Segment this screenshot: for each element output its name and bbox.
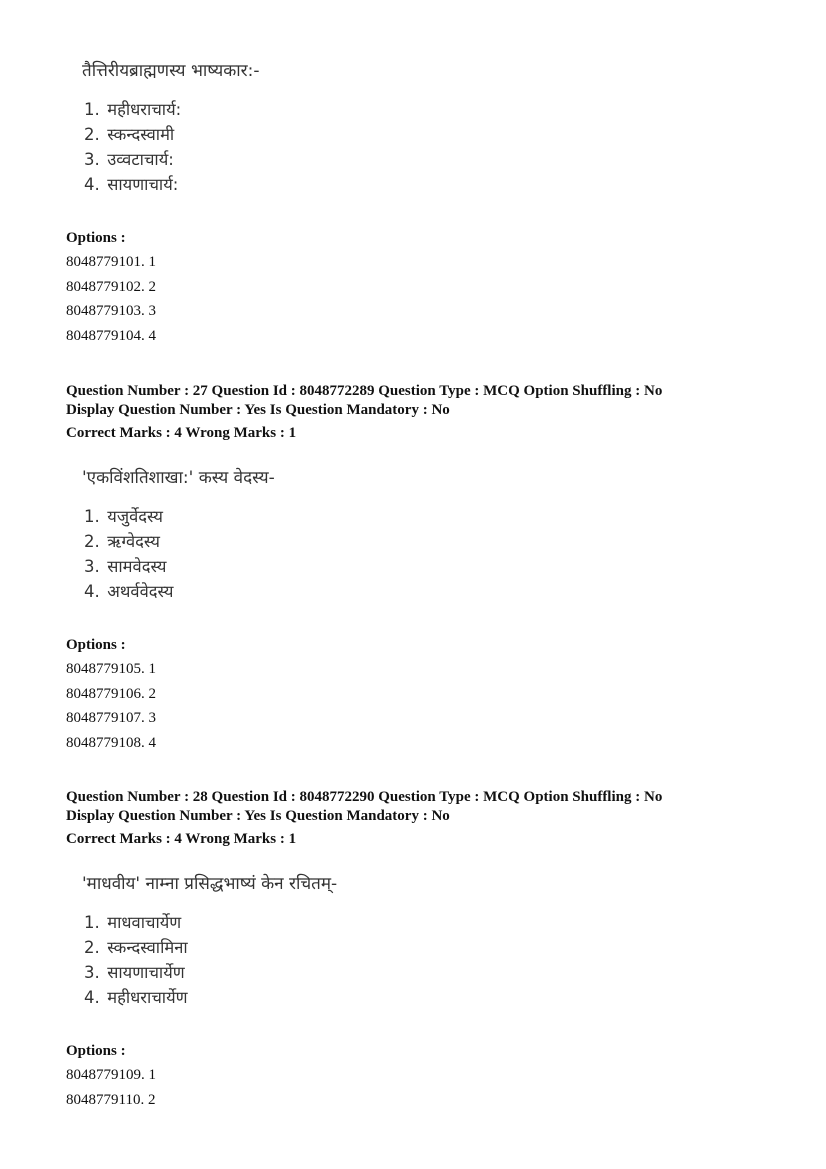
question-text: तैत्तिरीयब्राह्मणस्य भाष्यकार:- (82, 61, 260, 81)
answer-choice: 2. स्कन्दस्वामी (84, 125, 175, 144)
option-id-row: 8048779103. 3 (66, 303, 156, 319)
answer-choice: 3. उव्वटाचार्य: (84, 150, 174, 169)
options-heading: Options : (66, 230, 126, 246)
option-id-row: 8048779106. 2 (66, 686, 156, 702)
question-meta-line: Question Number : 28 Question Id : 8048772290 Question Type : MCQ Option Shuffling : No (66, 789, 663, 805)
question-text: 'एकविंशतिशाखा:' कस्य वेदस्य- (82, 468, 275, 488)
answer-choices (84, 97, 181, 197)
answer-choices (84, 910, 188, 1010)
question-marks-line: Correct Marks : 4 Wrong Marks : 1 (66, 831, 297, 847)
answer-choice: 4. अथर्ववेदस्य (84, 582, 174, 601)
answer-choice: 2. ऋग्वेदस्य (84, 532, 160, 551)
option-id-row: 8048779105. 1 (66, 661, 156, 677)
option-id-row: 8048779109. 1 (66, 1067, 156, 1083)
question-meta-line: Display Question Number : Yes Is Question Mandatory : No (66, 808, 450, 824)
option-id-row: 8048779107. 3 (66, 710, 156, 726)
question-marks-line: Correct Marks : 4 Wrong Marks : 1 (66, 425, 297, 441)
answer-choice: 1. यजुर्वेदस्य (84, 507, 163, 526)
option-id-row: 8048779101. 1 (66, 254, 156, 270)
answer-choices (84, 504, 174, 604)
answer-choice: 2. स्कन्दस्वामिना (84, 938, 188, 957)
answer-choice: 3. सामवेदस्य (84, 557, 167, 576)
answer-choice: 4. सायणाचार्य: (84, 175, 179, 194)
option-id-row: 8048779110. 2 (66, 1092, 156, 1108)
option-id-row: 8048779108. 4 (66, 735, 156, 751)
question-meta-line: Question Number : 27 Question Id : 8048772289 Question Type : MCQ Option Shuffling : No (66, 383, 663, 399)
answer-choice: 1. महीधराचार्य: (84, 100, 182, 119)
answer-choice: 4. महीधराचार्येण (84, 988, 188, 1007)
answer-choice: 3. सायणाचार्येण (84, 963, 185, 982)
answer-choice: 1. माधवाचार्येण (84, 913, 182, 932)
options-heading: Options : (66, 637, 126, 653)
question-meta-line: Display Question Number : Yes Is Question Mandatory : No (66, 402, 450, 418)
option-id-row: 8048779102. 2 (66, 279, 156, 295)
options-heading: Options : (66, 1043, 126, 1059)
question-text: 'माधवीय' नाम्ना प्रसिद्धभाष्यं केन रचितम्- (82, 874, 338, 894)
option-id-row: 8048779104. 4 (66, 328, 156, 344)
